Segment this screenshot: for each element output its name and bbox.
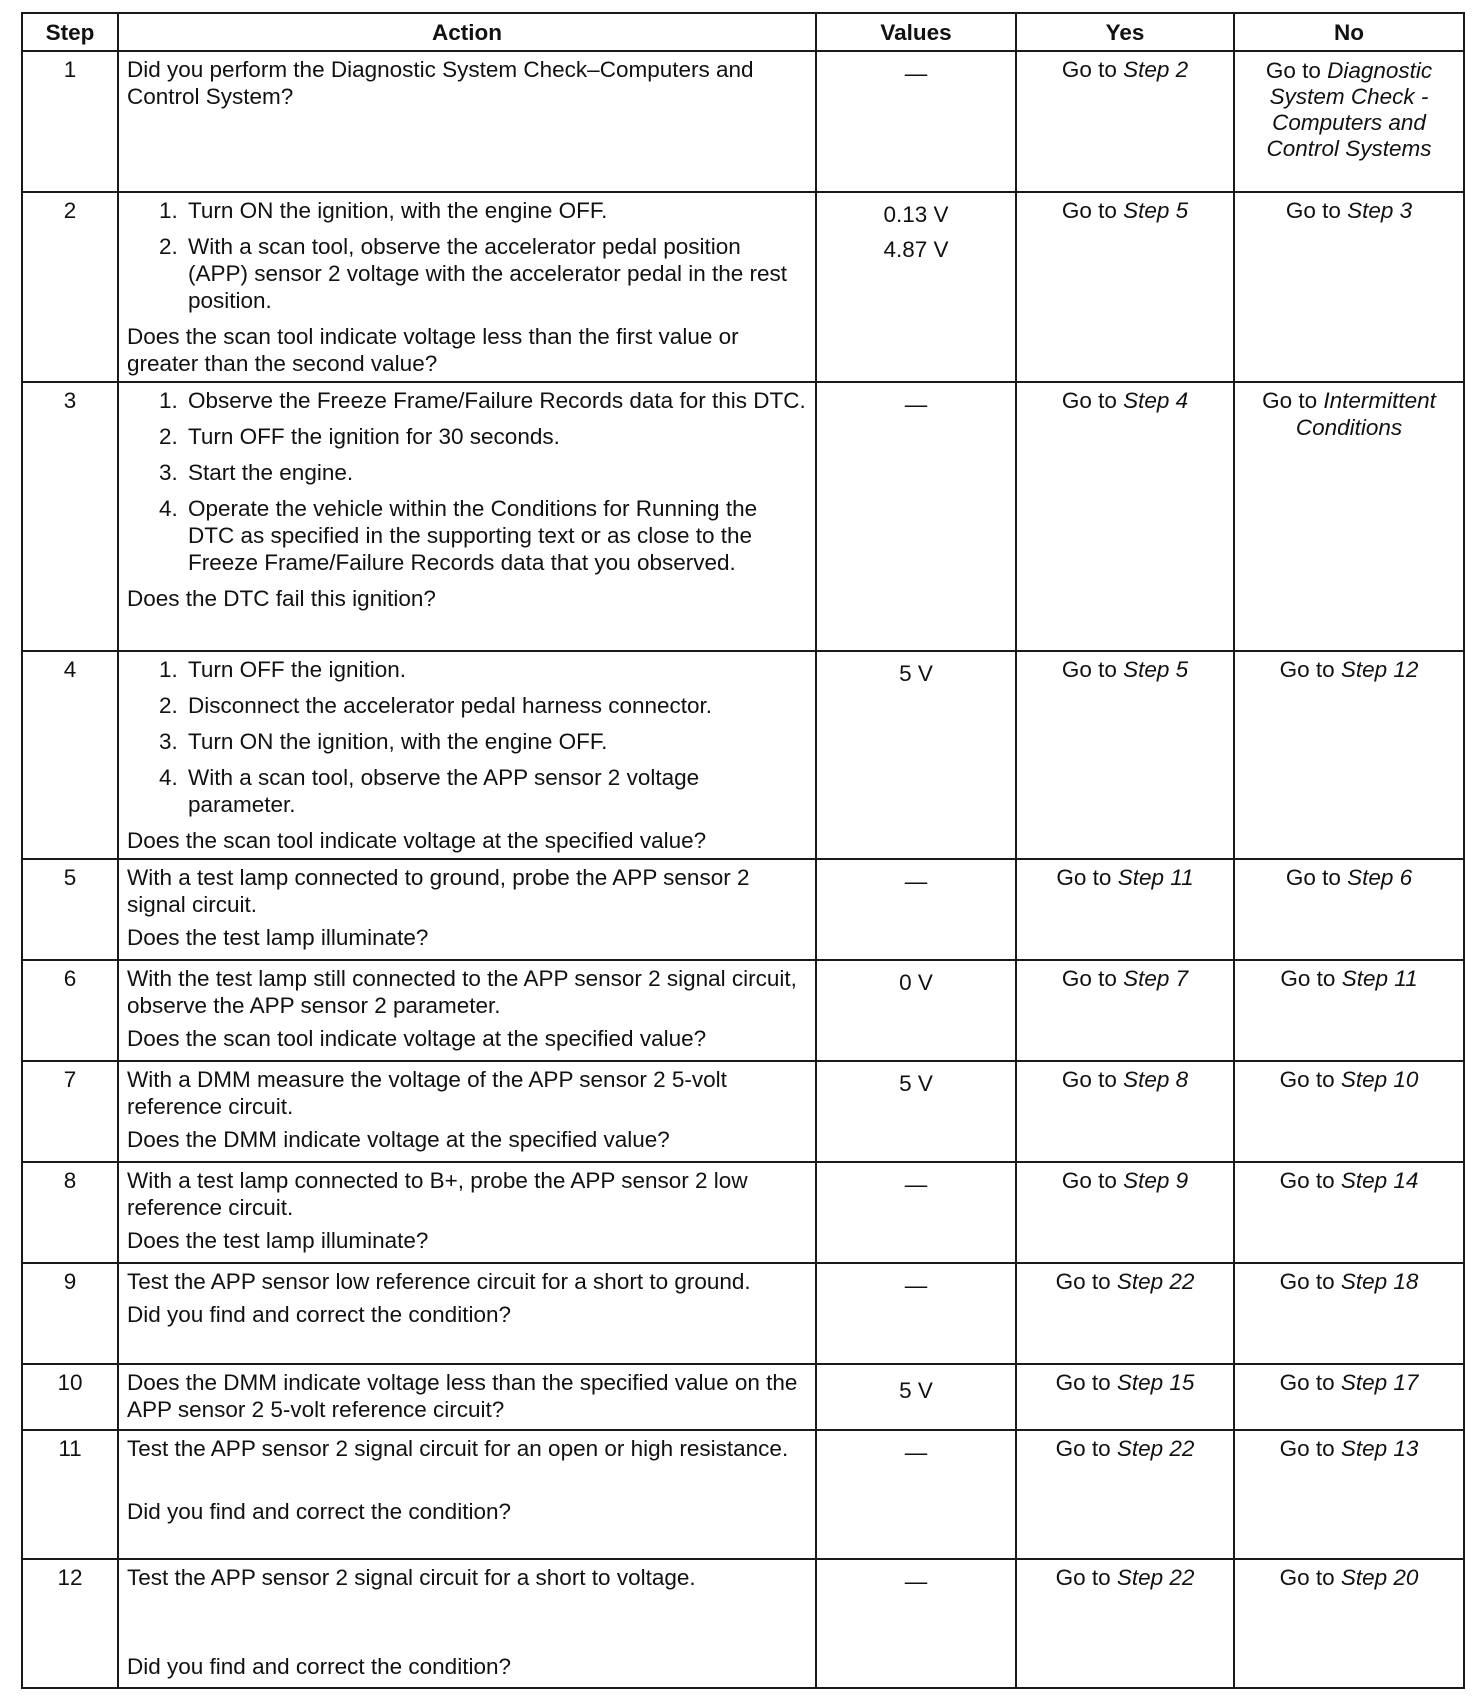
step-number: 1 [22,51,118,192]
goto-prefix: Go to [1265,58,1328,83]
instruction-item: 1. Turn OFF the ignition. [184,656,807,683]
question-text: Does the scan tool indicate voltage at the specified value? [127,828,707,853]
value-text: 0 V [899,970,933,995]
question-text: Does the test lamp illuminate? [127,1228,429,1253]
action-cell [118,1162,816,1263]
header-values: Values [816,13,1016,51]
question-text: Did you find and correct the condition? [127,1302,511,1327]
header-row [22,13,1464,51]
goto-prefix: Go to [1055,1436,1117,1461]
header-step: Step [22,13,118,51]
values-cell [816,859,1016,960]
value-text: — [904,61,928,86]
goto-prefix: Go to [1055,1565,1117,1590]
values-cell [816,1430,1016,1559]
action-cell [118,1263,816,1364]
question-text: Did you find and correct the condition? [127,1654,511,1679]
no-cell [1234,651,1464,859]
step-number: 3 [22,382,118,651]
table-row [22,192,1464,382]
instruction-list [127,656,807,818]
values-cell [816,1162,1016,1263]
goto-link[interactable]: Diagnostic [1327,58,1433,83]
goto-link[interactable]: Step 22 [1116,1269,1195,1294]
values-cell [816,960,1016,1061]
values-cell [816,192,1016,382]
goto-link[interactable]: System Check - [1269,83,1429,109]
value-text: 5 V [899,1378,933,1403]
goto-prefix: Go to [1061,57,1124,82]
step-number: 4 [22,651,118,859]
goto-link[interactable]: Step 5 [1123,198,1189,223]
step-number: 9 [22,1263,118,1364]
values-cell [816,51,1016,192]
action-text: Did you perform the Diagnostic System Check–Computers and Control System? [127,57,754,109]
no-cell [1234,960,1464,1061]
value-text: — [904,1569,928,1594]
step-number: 11 [22,1430,118,1559]
goto-link[interactable]: Step 11 [1117,865,1194,890]
action-text: Test the APP sensor 2 signal circuit for a short to voltage. [127,1565,696,1590]
action-cell [118,1061,816,1162]
goto-prefix: Go to [1055,1269,1117,1294]
yes-cell [1016,382,1234,651]
goto-link[interactable]: Step 2 [1123,57,1189,82]
yes-cell [1016,1061,1234,1162]
instruction-item: 3. Turn ON the ignition, with the engine OFF. [184,728,807,755]
value-text: 4.87 V [883,237,949,262]
goto-link[interactable]: Step 22 [1116,1436,1195,1461]
no-cell [1234,51,1464,192]
action-cell [118,382,816,651]
goto-link[interactable]: Step 3 [1347,198,1413,223]
table-row [22,1559,1464,1688]
instruction-item: 4. With a scan tool, observe the APP sensor 2 voltage parameter. [184,764,807,818]
instruction-list [127,387,807,576]
value-text: 5 V [899,661,933,686]
action-cell [118,651,816,859]
question-text: Does the test lamp illuminate? [127,925,429,950]
action-cell [118,960,816,1061]
goto-prefix: Go to [1061,966,1124,991]
goto-link[interactable]: Step 10 [1340,1067,1419,1092]
no-cell [1234,192,1464,382]
instruction-item: 2. Disconnect the accelerator pedal harness connector. [184,692,807,719]
no-cell [1234,1061,1464,1162]
yes-cell [1016,651,1234,859]
action-text: With the test lamp still connected to the APP sensor 2 signal circuit, observe the APP sensor 2 parameter. [127,966,797,1018]
goto-link[interactable]: Step 12 [1340,657,1419,682]
values-cell [816,1061,1016,1162]
value-text: 5 V [899,1071,933,1096]
goto-link[interactable]: Step 14 [1340,1168,1419,1193]
goto-prefix: Go to [1061,1067,1124,1092]
values-cell [816,1364,1016,1430]
goto-prefix: Go to [1061,657,1124,682]
value-text: — [904,1440,928,1465]
action-cell [118,51,816,192]
goto-prefix: Go to [1279,1370,1341,1395]
goto-prefix: Go to [1061,388,1124,413]
yes-cell [1016,859,1234,960]
yes-cell [1016,1162,1234,1263]
table-row [22,859,1464,960]
action-cell [118,1559,816,1688]
goto-prefix: Go to [1279,1269,1341,1294]
table-row [22,51,1464,192]
table-row [22,1430,1464,1559]
step-number: 7 [22,1061,118,1162]
table-row [22,1364,1464,1430]
goto-prefix: Go to [1056,865,1118,890]
header-yes: Yes [1016,13,1234,51]
step-number: 6 [22,960,118,1061]
goto-link[interactable]: Step 20 [1340,1565,1419,1590]
instruction-item: 3. Start the engine. [184,459,807,486]
action-text: Test the APP sensor 2 signal circuit for an open or high resistance. [127,1436,789,1461]
header-action: Action [118,13,816,51]
values-cell [816,1559,1016,1688]
goto-link[interactable]: Step 7 [1123,966,1189,991]
table-row [22,1263,1464,1364]
instruction-item: 1. Observe the Freeze Frame/Failure Records data for this DTC. [184,387,807,414]
goto-link[interactable]: Step 4 [1123,388,1189,413]
values-cell [816,1263,1016,1364]
table-row [22,382,1464,651]
goto-link[interactable]: Step 6 [1347,865,1413,890]
goto-prefix: Go to [1279,1168,1341,1193]
question-text: Does the DMM indicate voltage at the specified value? [127,1127,670,1152]
goto-prefix: Go to [1055,1370,1117,1395]
goto-prefix: Go to [1285,198,1348,223]
yes-cell [1016,1364,1234,1430]
yes-cell [1016,192,1234,382]
action-cell [118,192,816,382]
goto-prefix: Go to [1280,966,1342,991]
value-text: — [904,1273,928,1298]
no-cell [1234,1364,1464,1430]
instruction-item: 4. Operate the vehicle within the Conditions for Running the DTC as specified in the supporting text or as close to the Freeze Frame/Failure Records data that you observed. [184,495,807,576]
goto-prefix: Go to [1061,198,1124,223]
goto-link[interactable]: Control Systems [1266,135,1432,161]
action-cell [118,1364,816,1430]
no-cell [1234,859,1464,960]
value-text: 0.13 V [883,202,949,227]
goto-prefix: Go to [1279,1067,1341,1092]
action-text: With a test lamp connected to B+, probe the APP sensor 2 low reference circuit. [127,1168,748,1220]
goto-prefix: Go to [1279,1436,1341,1461]
goto-link[interactable]: Step 8 [1123,1067,1189,1092]
goto-prefix: Go to [1262,388,1324,413]
step-number: 12 [22,1559,118,1688]
goto-link[interactable]: Step 15 [1116,1370,1195,1395]
goto-prefix: Go to [1279,657,1341,682]
goto-link[interactable]: Computers and [1272,109,1426,135]
action-text: Test the APP sensor low reference circuit for a short to ground. [127,1269,751,1294]
goto-link[interactable]: Step 17 [1340,1370,1419,1395]
question-text: Does the scan tool indicate voltage at the specified value? [127,1026,707,1051]
table-row [22,1061,1464,1162]
yes-cell [1016,960,1234,1061]
step-number: 5 [22,859,118,960]
goto-link[interactable]: Step 18 [1340,1269,1419,1294]
action-text: With a test lamp connected to ground, probe the APP sensor 2 signal circuit. [127,865,750,917]
value-text: — [904,392,928,417]
question-text: Does the DMM indicate voltage less than the specified value on the APP sensor 2 5-volt reference circuit? [127,1370,798,1422]
diagnostic-table [21,12,1465,1689]
table-row [22,960,1464,1061]
values-cell [816,651,1016,859]
instruction-item: 1. Turn ON the ignition, with the engine OFF. [184,197,807,224]
no-cell [1234,1559,1464,1688]
goto-link[interactable]: Step 13 [1340,1436,1419,1461]
header-no: No [1234,13,1464,51]
instruction-item: 2. With a scan tool, observe the accelerator pedal position (APP) sensor 2 voltage with the accelerator pedal in the rest position. [184,233,807,314]
step-number: 8 [22,1162,118,1263]
values-cell [816,382,1016,651]
goto-link[interactable]: Step 11 [1341,966,1418,991]
goto-link[interactable]: Step 5 [1123,657,1189,682]
question-text: Did you find and correct the condition? [127,1499,511,1524]
action-text: With a DMM measure the voltage of the APP sensor 2 5-volt reference circuit. [127,1067,727,1119]
question-text: Does the scan tool indicate voltage less than the first value or greater than the second value? [127,324,739,376]
yes-cell [1016,1263,1234,1364]
step-number: 10 [22,1364,118,1430]
goto-prefix: Go to [1285,865,1348,890]
no-cell [1234,1263,1464,1364]
table-row [22,1162,1464,1263]
instruction-item: 2. Turn OFF the ignition for 30 seconds. [184,423,807,450]
question-text: Does the DTC fail this ignition? [127,586,436,611]
table-row [22,651,1464,859]
no-cell [1234,382,1464,651]
goto-prefix: Go to [1061,1168,1124,1193]
action-cell [118,859,816,960]
yes-cell [1016,51,1234,192]
yes-cell [1016,1559,1234,1688]
no-cell [1234,1162,1464,1263]
goto-link[interactable]: Step 22 [1116,1565,1195,1590]
no-cell [1234,1430,1464,1559]
goto-prefix: Go to [1279,1565,1341,1590]
action-cell [118,1430,816,1559]
value-text: — [904,869,928,894]
yes-cell [1016,1430,1234,1559]
goto-link[interactable]: Step 9 [1123,1168,1189,1193]
step-number: 2 [22,192,118,382]
value-text: — [904,1172,928,1197]
goto-link[interactable]: Intermittent Conditions [1295,388,1436,440]
instruction-list [127,197,807,314]
